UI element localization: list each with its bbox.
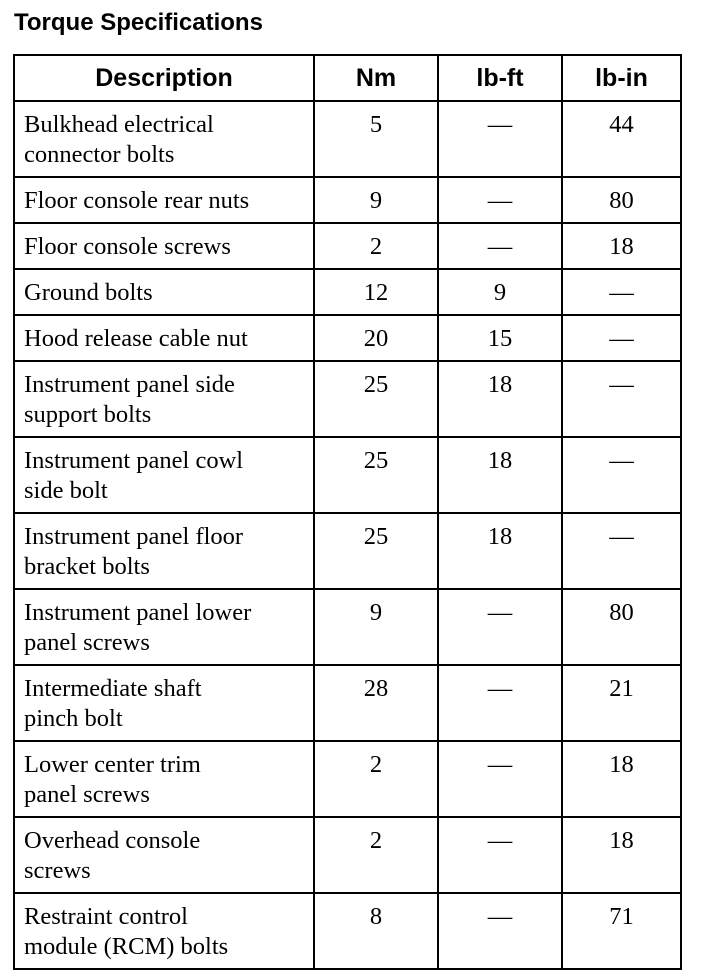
description-cell	[14, 437, 314, 513]
description-line: Overhead console	[24, 827, 201, 854]
lb-ft-cell: —	[438, 589, 562, 665]
lb-in-cell: 18	[562, 741, 681, 817]
description-cell	[14, 513, 314, 589]
lb-ft-cell: —	[438, 817, 562, 893]
table-row	[14, 817, 681, 893]
table-row	[14, 437, 681, 513]
nm-cell: 2	[314, 817, 438, 893]
nm-cell: 25	[314, 513, 438, 589]
description-line: Hood release cable nut	[24, 325, 248, 352]
description-cell	[14, 665, 314, 741]
description-line: Bulkhead electrical	[24, 111, 214, 138]
nm-cell: 9	[314, 177, 438, 223]
nm-cell: 12	[314, 269, 438, 315]
description-cell	[14, 101, 314, 177]
page-title: Torque Specifications	[14, 9, 263, 36]
table-row	[14, 513, 681, 589]
header-description: Description	[14, 55, 314, 101]
lb-in-cell: 80	[562, 589, 681, 665]
header-lb-in: lb-in	[562, 55, 681, 101]
torque-spec-table	[13, 54, 682, 970]
table-row	[14, 269, 681, 315]
description-line: bracket bolts	[24, 553, 150, 580]
lb-ft-cell: —	[438, 223, 562, 269]
lb-in-cell: —	[562, 361, 681, 437]
description-line: pinch bolt	[24, 705, 123, 732]
nm-cell: 20	[314, 315, 438, 361]
description-line: Instrument panel floor	[24, 523, 244, 550]
table-row	[14, 665, 681, 741]
lb-ft-cell: 18	[438, 513, 562, 589]
description-cell	[14, 589, 314, 665]
nm-cell: 25	[314, 361, 438, 437]
nm-cell: 2	[314, 223, 438, 269]
lb-in-cell: 18	[562, 223, 681, 269]
description-line: panel screws	[24, 629, 150, 656]
nm-cell: 5	[314, 101, 438, 177]
lb-in-cell: 18	[562, 817, 681, 893]
table-row	[14, 223, 681, 269]
lb-ft-cell: —	[438, 665, 562, 741]
nm-cell: 25	[314, 437, 438, 513]
lb-ft-cell: 9	[438, 269, 562, 315]
description-cell	[14, 893, 314, 969]
table-header	[14, 55, 681, 101]
nm-cell: 28	[314, 665, 438, 741]
description-line: Lower center trim	[24, 751, 201, 778]
lb-in-cell: —	[562, 437, 681, 513]
description-line: Floor console screws	[24, 233, 231, 260]
description-cell	[14, 361, 314, 437]
description-line: Restraint control	[24, 903, 188, 930]
description-cell	[14, 315, 314, 361]
lb-ft-cell: —	[438, 101, 562, 177]
table-row	[14, 741, 681, 817]
lb-ft-cell: —	[438, 741, 562, 817]
description-line: side bolt	[24, 477, 108, 504]
description-line: Intermediate shaft	[24, 675, 202, 702]
table-body	[14, 101, 681, 969]
nm-cell: 2	[314, 741, 438, 817]
lb-ft-cell: 18	[438, 437, 562, 513]
description-cell	[14, 177, 314, 223]
lb-ft-cell: —	[438, 893, 562, 969]
lb-in-cell: 71	[562, 893, 681, 969]
description-cell	[14, 741, 314, 817]
description-cell	[14, 223, 314, 269]
description-line: Instrument panel lower	[24, 599, 252, 626]
table-row	[14, 361, 681, 437]
description-line: Floor console rear nuts	[24, 187, 250, 214]
lb-in-cell: 21	[562, 665, 681, 741]
description-line: Ground bolts	[24, 279, 153, 306]
table-row	[14, 177, 681, 223]
table-row	[14, 315, 681, 361]
description-line: screws	[24, 857, 91, 884]
lb-ft-cell: —	[438, 177, 562, 223]
description-line: Instrument panel cowl	[24, 447, 244, 474]
header-row	[14, 55, 681, 101]
lb-in-cell: 80	[562, 177, 681, 223]
nm-cell: 8	[314, 893, 438, 969]
lb-in-cell: 44	[562, 101, 681, 177]
table-row	[14, 101, 681, 177]
description-line: panel screws	[24, 781, 150, 808]
lb-in-cell: —	[562, 269, 681, 315]
description-cell	[14, 817, 314, 893]
lb-in-cell: —	[562, 315, 681, 361]
nm-cell: 9	[314, 589, 438, 665]
description-line: support bolts	[24, 401, 152, 428]
lb-ft-cell: 15	[438, 315, 562, 361]
lb-ft-cell: 18	[438, 361, 562, 437]
description-line: connector bolts	[24, 141, 175, 168]
table-row	[14, 893, 681, 969]
description-line: Instrument panel side	[24, 371, 235, 398]
description-cell	[14, 269, 314, 315]
description-line: module (RCM) bolts	[24, 933, 229, 960]
table-row	[14, 589, 681, 665]
header-lb-ft: lb-ft	[438, 55, 562, 101]
lb-in-cell: —	[562, 513, 681, 589]
header-nm: Nm	[314, 55, 438, 101]
